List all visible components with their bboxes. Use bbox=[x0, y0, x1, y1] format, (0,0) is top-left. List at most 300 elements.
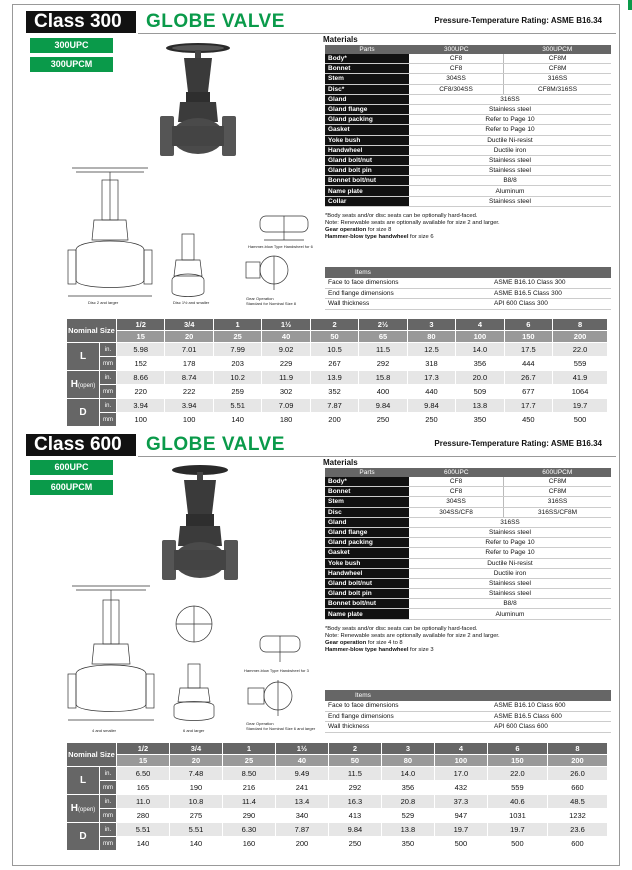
dimension-value: 1064 bbox=[553, 385, 608, 399]
dimension-value: 259 bbox=[213, 385, 261, 399]
dimension-value: 17.0 bbox=[434, 767, 487, 781]
material-value: Stainless steel bbox=[409, 196, 611, 206]
part-name: Gland flange bbox=[325, 104, 409, 114]
valve-photo bbox=[160, 462, 240, 582]
dimension-value: 222 bbox=[165, 385, 213, 399]
size-inch: 8 bbox=[547, 743, 607, 755]
dimension-row bbox=[67, 823, 608, 837]
dimension-value: 160 bbox=[222, 837, 275, 851]
size-inch: 8 bbox=[553, 319, 608, 331]
materials-row bbox=[325, 84, 611, 94]
unit-label: in. bbox=[100, 767, 117, 781]
dimension-value: 14.0 bbox=[456, 343, 504, 357]
size-inch-row bbox=[67, 743, 608, 755]
dimension-value: 140 bbox=[169, 837, 222, 851]
dimension-value: 500 bbox=[487, 837, 547, 851]
unit-label: mm bbox=[100, 385, 117, 399]
size-mm: 40 bbox=[275, 755, 328, 767]
materials-row bbox=[325, 487, 611, 497]
dimension-value: 20.8 bbox=[381, 795, 434, 809]
note-hard-faced: *Body seats and/or disc seats can be optionally hard-faced. bbox=[325, 213, 478, 219]
material-value: B8/8 bbox=[409, 599, 611, 609]
note-label: Hammer-blow type handwheel bbox=[325, 234, 409, 240]
size-mm: 20 bbox=[169, 755, 222, 767]
part-name: Disc bbox=[325, 507, 409, 517]
dimension-value: 216 bbox=[222, 781, 275, 795]
size-mm: 15 bbox=[117, 755, 170, 767]
dimension-row bbox=[67, 781, 608, 795]
materials-row bbox=[325, 599, 611, 609]
valve-drawing-disc2-larger bbox=[66, 160, 154, 300]
materials-row bbox=[325, 94, 611, 104]
part-name: Handwheel bbox=[325, 145, 409, 155]
materials-notes bbox=[325, 626, 611, 654]
material-value: CF8 bbox=[409, 54, 504, 64]
materials-row bbox=[325, 166, 611, 176]
size-mm: 50 bbox=[328, 755, 381, 767]
materials-row bbox=[325, 477, 611, 487]
size-inch: 1/2 bbox=[117, 319, 165, 331]
dimension-row bbox=[67, 357, 608, 371]
materials-header-row bbox=[325, 468, 611, 477]
dimension-label-sub: (open) bbox=[77, 807, 96, 813]
dimension-value: 356 bbox=[381, 781, 434, 795]
materials-table-class300 bbox=[325, 45, 611, 207]
material-value: Aluminum bbox=[409, 609, 611, 619]
gear-operation-drawing bbox=[244, 676, 298, 718]
materials-row bbox=[325, 568, 611, 578]
part-name: Gasket bbox=[325, 548, 409, 558]
dimension-value: 200 bbox=[275, 837, 328, 851]
unit-label: in. bbox=[100, 343, 117, 357]
materials-row bbox=[325, 145, 611, 155]
size-inch: 1 bbox=[222, 743, 275, 755]
hammer-blow-handwheel-drawing bbox=[256, 632, 304, 666]
dimension-value: 165 bbox=[117, 781, 170, 795]
dimension-value: 9.84 bbox=[328, 823, 381, 837]
dimension-value: 26.7 bbox=[504, 371, 552, 385]
dimension-value: 7.87 bbox=[310, 399, 358, 413]
part-name: Bonnet bolt/nut bbox=[325, 176, 409, 186]
materials-table-class600 bbox=[325, 468, 611, 620]
dimension-value: 19.7 bbox=[553, 399, 608, 413]
dimension-value: 292 bbox=[359, 357, 407, 371]
materials-header-row bbox=[325, 45, 611, 54]
material-value: Stainless steel bbox=[409, 166, 611, 176]
item-name: Wall thickness bbox=[325, 299, 491, 310]
size-mm: 40 bbox=[262, 331, 310, 343]
material-value: 304SS bbox=[409, 74, 504, 84]
dimension-value: 17.7 bbox=[504, 399, 552, 413]
valve-title: GLOBE VALVE bbox=[146, 11, 285, 32]
dimension-value: 3.94 bbox=[165, 399, 213, 413]
model-tab-600upcm[interactable]: 600UPCM bbox=[30, 480, 113, 495]
size-mm: 80 bbox=[407, 331, 455, 343]
dimension-table-class300 bbox=[66, 318, 608, 427]
valve-drawing-4-smaller bbox=[66, 578, 156, 726]
size-inch: 2½ bbox=[359, 319, 407, 331]
size-mm: 25 bbox=[213, 331, 261, 343]
dimension-value: 22.0 bbox=[487, 767, 547, 781]
dimension-value: 250 bbox=[407, 413, 455, 427]
note-text: for size 4 to 8 bbox=[366, 640, 403, 646]
class-label: Class 300 bbox=[26, 11, 136, 33]
dimension-label: D bbox=[67, 823, 100, 851]
size-inch: 1½ bbox=[262, 319, 310, 331]
materials-title: Materials bbox=[323, 35, 358, 44]
dimension-value: 180 bbox=[262, 413, 310, 427]
size-inch: 1 bbox=[213, 319, 261, 331]
dimension-value: 660 bbox=[547, 781, 607, 795]
note-gear-operation bbox=[325, 227, 611, 234]
dimension-value: 13.8 bbox=[381, 823, 434, 837]
note-text: for size 6 bbox=[408, 234, 434, 240]
dimension-value: 23.6 bbox=[547, 823, 607, 837]
dimension-value: 10.5 bbox=[310, 343, 358, 357]
items-row bbox=[325, 722, 611, 733]
unit-label: in. bbox=[100, 795, 117, 809]
part-name: Yoke bush bbox=[325, 135, 409, 145]
part-name: Gland bolt pin bbox=[325, 166, 409, 176]
materials-row bbox=[325, 104, 611, 114]
unit-label: mm bbox=[100, 781, 117, 795]
header-rule bbox=[138, 33, 616, 34]
dimension-table-class600 bbox=[66, 742, 608, 851]
dimension-value: 15.8 bbox=[359, 371, 407, 385]
material-value: Stainless steel bbox=[409, 104, 611, 114]
dimension-row bbox=[67, 795, 608, 809]
materials-row bbox=[325, 176, 611, 186]
dimension-value: 190 bbox=[169, 781, 222, 795]
item-name: End flange dimensions bbox=[325, 288, 491, 299]
caption-gear-operation: Gear Operation bbox=[246, 296, 274, 301]
dimension-value: 11.4 bbox=[222, 795, 275, 809]
dimension-value: 600 bbox=[547, 837, 607, 851]
dimension-value: 203 bbox=[213, 357, 261, 371]
dimension-label: H(open) bbox=[67, 371, 100, 399]
size-inch: 3 bbox=[407, 319, 455, 331]
dimension-row bbox=[67, 371, 608, 385]
hammer-blow-handwheel-drawing bbox=[254, 210, 314, 244]
size-inch: 1½ bbox=[275, 743, 328, 755]
material-value: Ductile Ni-resist bbox=[409, 135, 611, 145]
dimension-value: 947 bbox=[434, 809, 487, 823]
dimension-value: 500 bbox=[553, 413, 608, 427]
dimension-value: 450 bbox=[504, 413, 552, 427]
dimension-value: 275 bbox=[169, 809, 222, 823]
size-mm: 150 bbox=[487, 755, 547, 767]
part-name: Stem bbox=[325, 497, 409, 507]
dimension-value: 14.0 bbox=[381, 767, 434, 781]
dimension-value: 7.87 bbox=[275, 823, 328, 837]
dimension-value: 1232 bbox=[547, 809, 607, 823]
caption-disc2: Disc 2 and larger bbox=[88, 300, 119, 305]
material-value: 316SS bbox=[504, 74, 611, 84]
model-tab-300upc[interactable]: 300UPC bbox=[30, 38, 113, 53]
dimension-value: 7.01 bbox=[165, 343, 213, 357]
dimension-value: 12.5 bbox=[407, 343, 455, 357]
items-header: Items bbox=[325, 267, 611, 278]
part-name: Bonnet bolt/nut bbox=[325, 599, 409, 609]
dimension-value: 400 bbox=[359, 385, 407, 399]
item-name: End flange dimensions bbox=[325, 711, 491, 722]
pressure-rating: Pressure-Temperature Rating: ASME B16.34 bbox=[434, 16, 602, 25]
dimension-value: 200 bbox=[310, 413, 358, 427]
material-value: Ductile Ni-resist bbox=[409, 558, 611, 568]
pressure-rating: Pressure-Temperature Rating: ASME B16.34 bbox=[434, 439, 602, 448]
item-name: Face to face dimensions bbox=[325, 278, 491, 288]
size-inch: 2 bbox=[328, 743, 381, 755]
items-row bbox=[325, 288, 611, 299]
materials-col-header: 300UPCM bbox=[504, 45, 611, 54]
dimension-value: 11.9 bbox=[262, 371, 310, 385]
dimension-value: 6.30 bbox=[222, 823, 275, 837]
size-mm: 200 bbox=[553, 331, 608, 343]
material-value: 316SS/CF8M bbox=[504, 507, 611, 517]
dimension-label: D bbox=[67, 399, 100, 427]
items-row bbox=[325, 278, 611, 288]
material-value: B8/8 bbox=[409, 176, 611, 186]
size-inch: 6 bbox=[504, 319, 552, 331]
dimension-value: 10.8 bbox=[169, 795, 222, 809]
dimension-value: 500 bbox=[434, 837, 487, 851]
dimension-value: 37.3 bbox=[434, 795, 487, 809]
caption-disc-small: Disc 1½ and smaller bbox=[173, 300, 210, 305]
dimension-value: 7.09 bbox=[262, 399, 310, 413]
materials-notes bbox=[325, 213, 611, 241]
part-name: Body* bbox=[325, 477, 409, 487]
dimension-value: 350 bbox=[456, 413, 504, 427]
note-renewable-seats: Note: Renewable seats are optionally available for size 2 and larger. bbox=[325, 220, 500, 226]
dimension-row bbox=[67, 399, 608, 413]
dimension-value: 140 bbox=[117, 837, 170, 851]
materials-col-header: 600UPC bbox=[409, 468, 504, 477]
materials-row bbox=[325, 578, 611, 588]
part-name: Gland flange bbox=[325, 527, 409, 537]
materials-row bbox=[325, 125, 611, 135]
size-inch: 1/2 bbox=[117, 743, 170, 755]
part-name: Gland bbox=[325, 94, 409, 104]
size-mm: 200 bbox=[547, 755, 607, 767]
caption-gear-operation: Gear Operation bbox=[246, 721, 274, 726]
dimension-value: 250 bbox=[328, 837, 381, 851]
dimension-value: 6.50 bbox=[117, 767, 170, 781]
unit-label: in. bbox=[100, 399, 117, 413]
size-inch: 3/4 bbox=[169, 743, 222, 755]
material-value: CF8M bbox=[504, 64, 611, 74]
dimension-row bbox=[67, 767, 608, 781]
material-value: CF8M bbox=[504, 54, 611, 64]
material-value: Ductile iron bbox=[409, 145, 611, 155]
size-mm: 80 bbox=[381, 755, 434, 767]
material-value: 316SS bbox=[409, 517, 611, 527]
dimension-row bbox=[67, 413, 608, 427]
dimension-value: 13.8 bbox=[456, 399, 504, 413]
items-header: Items bbox=[325, 690, 611, 701]
material-value: Refer to Page 10 bbox=[409, 538, 611, 548]
dimension-value: 11.0 bbox=[117, 795, 170, 809]
materials-row bbox=[325, 155, 611, 165]
material-value: CF8 bbox=[409, 64, 504, 74]
items-row bbox=[325, 711, 611, 722]
dimension-value: 280 bbox=[117, 809, 170, 823]
dimension-value: 17.5 bbox=[504, 343, 552, 357]
materials-col-header: Parts bbox=[325, 468, 409, 477]
valve-photo bbox=[158, 40, 238, 160]
dimension-value: 559 bbox=[487, 781, 547, 795]
material-value: Stainless steel bbox=[409, 589, 611, 599]
material-value: Refer to Page 10 bbox=[409, 115, 611, 125]
materials-row bbox=[325, 507, 611, 517]
part-name: Gland packing bbox=[325, 538, 409, 548]
unit-label: in. bbox=[100, 823, 117, 837]
part-name: Body* bbox=[325, 54, 409, 64]
item-standard: ASME B16.10 Class 300 bbox=[491, 278, 611, 288]
dimension-value: 432 bbox=[434, 781, 487, 795]
dimension-value: 250 bbox=[359, 413, 407, 427]
dimension-value: 11.5 bbox=[359, 343, 407, 357]
dimension-value: 100 bbox=[117, 413, 165, 427]
standards-table-class600 bbox=[325, 690, 611, 733]
dimension-value: 140 bbox=[213, 413, 261, 427]
size-inch: 2 bbox=[310, 319, 358, 331]
dimension-value: 352 bbox=[310, 385, 358, 399]
materials-row bbox=[325, 196, 611, 206]
part-name: Bonnet bbox=[325, 64, 409, 74]
note-label: Hammer-blow type handwheel bbox=[325, 647, 409, 653]
materials-col-header: Parts bbox=[325, 45, 409, 54]
note-label: Gear operation bbox=[325, 227, 367, 233]
unit-label: mm bbox=[100, 809, 117, 823]
material-value: Stainless steel bbox=[409, 155, 611, 165]
dimension-value: 8.66 bbox=[117, 371, 165, 385]
dimension-value: 13.9 bbox=[310, 371, 358, 385]
model-tab-300upcm[interactable]: 300UPCM bbox=[30, 57, 113, 72]
material-value: CF8M bbox=[504, 477, 611, 487]
dimension-value: 19.7 bbox=[434, 823, 487, 837]
dimension-value: 356 bbox=[456, 357, 504, 371]
dimension-value: 1031 bbox=[487, 809, 547, 823]
class-label: Class 600 bbox=[26, 434, 136, 456]
dimension-value: 9.84 bbox=[359, 399, 407, 413]
materials-row bbox=[325, 115, 611, 125]
dimension-value: 7.99 bbox=[213, 343, 261, 357]
materials-row bbox=[325, 497, 611, 507]
dimension-value: 509 bbox=[456, 385, 504, 399]
note-text: for size 3 bbox=[408, 647, 434, 653]
dimension-value: 22.0 bbox=[553, 343, 608, 357]
dimension-value: 241 bbox=[275, 781, 328, 795]
dimension-value: 40.6 bbox=[487, 795, 547, 809]
materials-col-header: 600UPCM bbox=[504, 468, 611, 477]
dimension-value: 413 bbox=[328, 809, 381, 823]
item-standard: API 600 Class 300 bbox=[491, 299, 611, 310]
dimension-value: 48.5 bbox=[547, 795, 607, 809]
dimension-value: 19.7 bbox=[487, 823, 547, 837]
model-tab-600upc[interactable]: 600UPC bbox=[30, 460, 113, 475]
size-mm-row bbox=[67, 755, 608, 767]
part-name: Bonnet bbox=[325, 487, 409, 497]
part-name: Gasket bbox=[325, 125, 409, 135]
dimension-value: 290 bbox=[222, 809, 275, 823]
dimension-value: 17.3 bbox=[407, 371, 455, 385]
dimension-row bbox=[67, 809, 608, 823]
size-mm: 65 bbox=[359, 331, 407, 343]
size-inch: 3 bbox=[381, 743, 434, 755]
part-name: Gland bolt pin bbox=[325, 589, 409, 599]
dimension-value: 559 bbox=[553, 357, 608, 371]
caption-gear-standard: Standard for Nominal Size 6 and larger bbox=[246, 726, 316, 731]
valve-title: GLOBE VALVE bbox=[146, 434, 285, 455]
dimension-value: 100 bbox=[165, 413, 213, 427]
item-standard: ASME B16.10 Class 600 bbox=[491, 701, 611, 711]
page-edge-tab bbox=[628, 0, 632, 10]
size-mm: 100 bbox=[456, 331, 504, 343]
caption-6-larger: 6 and larger bbox=[183, 728, 205, 733]
note-hard-faced: *Body seats and/or disc seats can be optionally hard-faced. bbox=[325, 626, 478, 632]
dimension-value: 5.51 bbox=[213, 399, 261, 413]
dimension-value: 220 bbox=[117, 385, 165, 399]
dimension-value: 8.50 bbox=[222, 767, 275, 781]
note-hammer-blow bbox=[325, 647, 611, 654]
material-value: 316SS bbox=[504, 497, 611, 507]
dimension-value: 26.0 bbox=[547, 767, 607, 781]
part-name: Gland bolt/nut bbox=[325, 578, 409, 588]
material-value: 316SS bbox=[409, 94, 611, 104]
material-value: Refer to Page 10 bbox=[409, 548, 611, 558]
dimension-value: 41.9 bbox=[553, 371, 608, 385]
materials-row bbox=[325, 538, 611, 548]
size-mm: 20 bbox=[165, 331, 213, 343]
materials-row bbox=[325, 527, 611, 537]
material-value: CF8M/316SS bbox=[504, 84, 611, 94]
unit-label: in. bbox=[100, 371, 117, 385]
dimension-value: 444 bbox=[504, 357, 552, 371]
items-row bbox=[325, 701, 611, 711]
materials-row bbox=[325, 74, 611, 84]
size-inch: 4 bbox=[434, 743, 487, 755]
caption-4-smaller: 4 and smaller bbox=[92, 728, 117, 733]
dimension-value: 229 bbox=[262, 357, 310, 371]
size-mm: 15 bbox=[117, 331, 165, 343]
dimension-value: 7.48 bbox=[169, 767, 222, 781]
note-renewable-seats: Note: Renewable seats are optionally available for size 2 and larger. bbox=[325, 633, 500, 639]
materials-row bbox=[325, 558, 611, 568]
size-mm: 25 bbox=[222, 755, 275, 767]
size-mm-row bbox=[67, 331, 608, 343]
dimension-label: L bbox=[67, 767, 100, 795]
dimension-value: 529 bbox=[381, 809, 434, 823]
note-text: for size 8 bbox=[366, 227, 392, 233]
note-gear-operation bbox=[325, 640, 611, 647]
part-name: Disc* bbox=[325, 84, 409, 94]
dimension-row bbox=[67, 837, 608, 851]
material-value: CF8/304SS bbox=[409, 84, 504, 94]
dimension-value: 3.94 bbox=[117, 399, 165, 413]
size-mm: 50 bbox=[310, 331, 358, 343]
material-value: CF8M bbox=[504, 487, 611, 497]
materials-title: Materials bbox=[323, 458, 358, 467]
part-name: Gland packing bbox=[325, 115, 409, 125]
part-name: Name plate bbox=[325, 186, 409, 196]
part-name: Name plate bbox=[325, 609, 409, 619]
materials-row bbox=[325, 609, 611, 619]
material-value: Aluminum bbox=[409, 186, 611, 196]
dimension-value: 318 bbox=[407, 357, 455, 371]
dimension-value: 9.02 bbox=[262, 343, 310, 357]
caption-gear-standard: Standard for Nominal Size 8 bbox=[246, 301, 297, 306]
note-hammer-blow bbox=[325, 234, 611, 241]
